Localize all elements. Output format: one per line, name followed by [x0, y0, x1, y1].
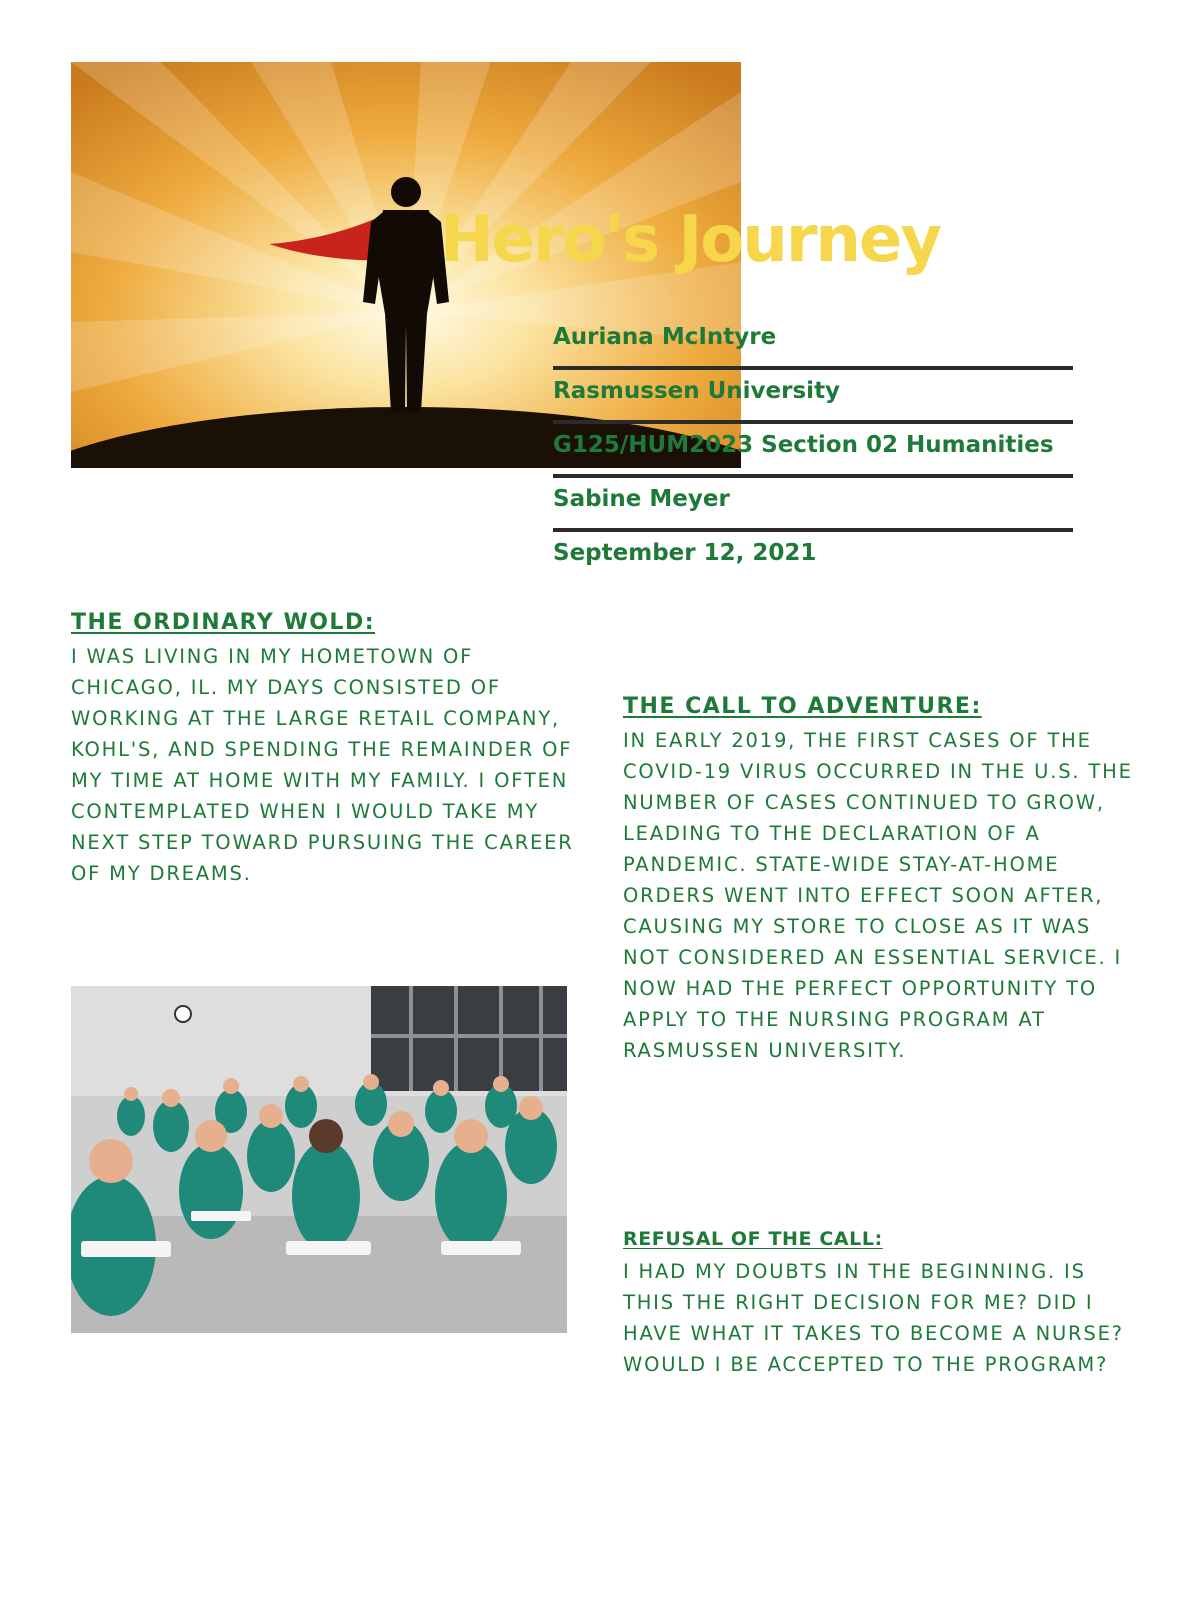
section-heading: THE ORDINARY WOLD: [71, 610, 376, 635]
section-heading: THE CALL TO ADVENTURE: [623, 694, 982, 719]
section-body: I HAD MY DOUBTS IN THE BEGINNING. IS THIS THE RIGHT DECISION FOR ME? DID I HAVE WHAT IT TAKES TO BECOME A NURSE? WOULD I BE ACCEPTED TO THE PROGRAM? [623, 1260, 1124, 1376]
date-line [553, 532, 1073, 586]
section-ordinary-world [71, 610, 586, 889]
author-line [553, 316, 1073, 370]
classroom-photo [71, 986, 567, 1333]
school-name: Rasmussen University [553, 378, 841, 404]
course-name: G125/HUM2023 Section 02 Humanities [553, 432, 1054, 458]
school-line [553, 370, 1073, 424]
document-title: Hero's Journey [440, 203, 941, 277]
author-name: Auriana McIntyre [553, 324, 777, 350]
instructor-name: Sabine Meyer [553, 486, 730, 512]
section-body: IN EARLY 2019, THE FIRST CASES OF THE COVID-19 VIRUS OCCURRED IN THE U.S. THE NUMBER OF CASES CONTINUED TO GROW, LEADING TO THE DECLARATION OF A PANDEMIC. STATE-WIDE STAY-AT-HOME ORDERS WENT INTO EFFECT SOON AFTER, CAUSING MY STORE TO CLOSE AS IT WAS NOT CONSIDERED AN ESSENTIAL SERVICE. I NOW HAD THE PERFECT OPPORTUNITY TO APPLY TO THE NURSING PROGRAM AT RASMUSSEN UNIVERSITY. [623, 729, 1133, 1062]
document-date: September 12, 2021 [553, 540, 817, 566]
section-call-to-adventure [623, 694, 1133, 1066]
instructor-line [553, 478, 1073, 532]
section-body: I WAS LIVING IN MY HOMETOWN OF CHICAGO, IL. MY DAYS CONSISTED OF WORKING AT THE LARGE RETAIL COMPANY, KOHL'S, AND SPENDING THE REMAINDER OF MY TIME AT HOME WITH MY FAMILY. I OFTEN CONTEMPLATED WHEN I WOULD TAKE MY NEXT STEP TOWARD PURSUING THE CAREER OF MY DREAMS. [71, 645, 574, 885]
author-info-block [553, 316, 1073, 586]
section-refusal-of-the-call [623, 1228, 1133, 1380]
course-line [553, 424, 1073, 478]
section-heading: REFUSAL OF THE CALL: [623, 1228, 883, 1250]
